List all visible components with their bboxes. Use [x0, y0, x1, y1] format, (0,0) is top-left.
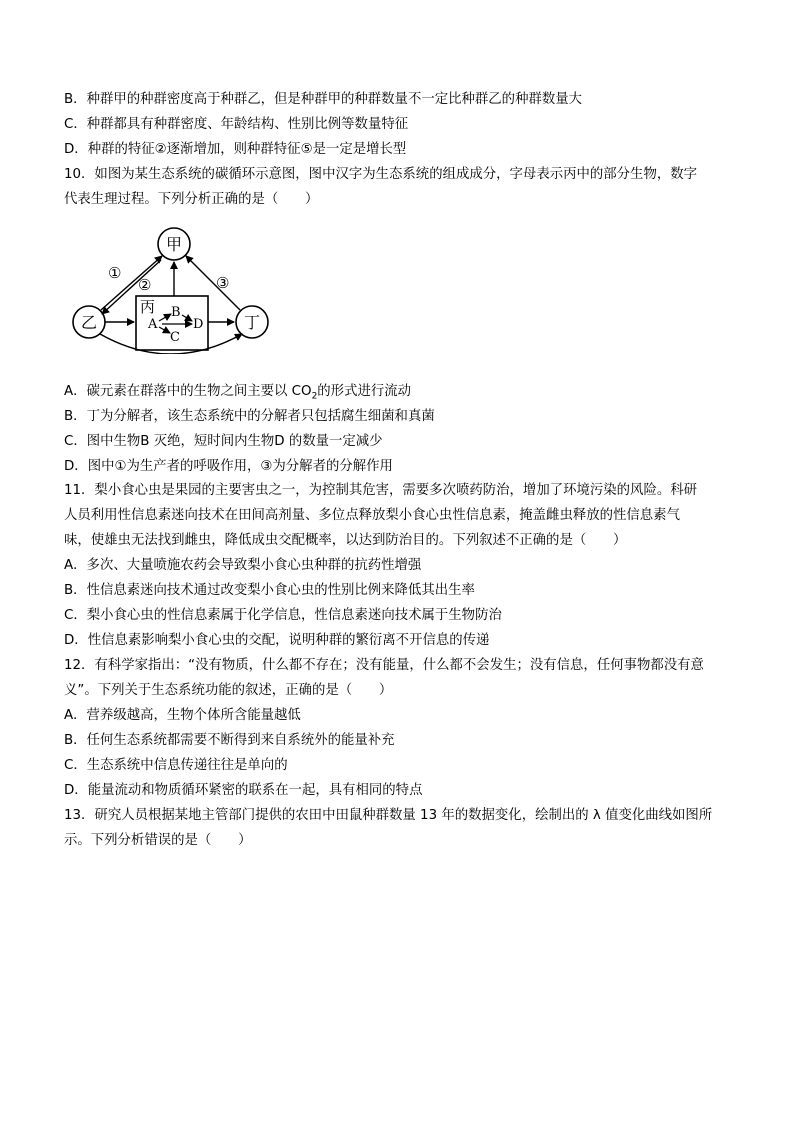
q13-stem-line1: 13．研究人员根据某地主管部门提供的农田中田鼠种群数量 13 年的数据变化，绘制出的 λ 值变化曲线如图所 [64, 808, 713, 823]
q11-option-a: A．多次、大量喷施农药会导致梨小食心虫种群的抗药性增强 [64, 558, 422, 573]
q11-stem-line3: 味，使雄虫无法找到雌虫，降低成虫交配概率，以达到防治目的。下列叙述不正确的是（ ） [64, 533, 627, 548]
q9-option-b: B．种群甲的种群密度高于种群乙，但是种群甲的种群数量不一定比种群乙的种群数量大 [64, 92, 583, 107]
q11-option-d: D．性信息素影响梨小食心虫的交配，说明种群的繁衍离不开信息的传递 [64, 633, 490, 648]
label-n2: ② [138, 276, 152, 294]
label-jia: 甲 [165, 235, 183, 254]
q11-stem-line1: 11．梨小食心虫是果园的主要害虫之一，为控制其危害，需要多次喷药防治，增加了环境污染的风险。科研 [64, 483, 698, 498]
q9-option-c: C．种群都具有种群密度、年龄结构、性别比例等数量特征 [64, 117, 409, 132]
q11-option-b: B．性信息素迷向技术通过改变梨小食心虫的性别比例来降低其出生率 [64, 583, 475, 598]
label-n3: ③ [216, 274, 230, 292]
q10-option-c: C．图中生物B 灭绝，短时间内生物D 的数量一定减少 [64, 434, 383, 449]
label-c: C [170, 330, 180, 345]
q12-stem-line2: 义”。下列关于生态系统功能的叙述，正确的是（ ） [64, 683, 393, 698]
carbon-cycle-diagram [66, 224, 276, 354]
q12-stem-line1: 12．有科学家指出：“没有物质，什么都不存在；没有能量，什么都不会发生；没有信息，任何事物都没有意 [64, 658, 704, 673]
q10-option-d: D．图中①为生产者的呼吸作用，③为分解者的分解作用 [64, 459, 393, 474]
q11-option-c: C．梨小食心虫的性信息素属于化学信息，性信息素迷向技术属于生物防治 [64, 608, 502, 623]
q10-option-b: B．丁为分解者，该生态系统中的分解者只包括腐生细菌和真菌 [64, 409, 435, 424]
q10-stem-line2: 代表生理过程。下列分析正确的是（ ） [64, 192, 319, 207]
q12-option-b: B．任何生态系统都需要不断得到来自系统外的能量补充 [64, 733, 395, 748]
label-b: B [171, 305, 181, 320]
label-a: A [148, 317, 158, 332]
q9-option-d: D．种群的特征②逐渐增加，则种群特征⑤是一定是增长型 [64, 142, 407, 157]
q12-option-d: D．能量流动和物质循环紧密的联系在一起，具有相同的特点 [64, 783, 423, 798]
label-ding: 丁 [243, 313, 261, 332]
q11-stem-line2: 人员利用性信息素迷向技术在田间高剂量、多位点释放梨小食心虫性信息素，掩盖雌虫释放的性信息素气 [64, 508, 680, 523]
q12-option-c: C．生态系统中信息传递往往是单向的 [64, 758, 288, 773]
q12-option-a: A．营养级越高，生物个体所含能量越低 [64, 708, 301, 723]
q10-stem-line1: 10．如图为某生态系统的碳循环示意图，图中汉字为生态系统的组成成分，字母表示丙中的部分生物，数字 [64, 167, 698, 182]
label-bing: 丙 [140, 298, 156, 316]
q13-stem-line2: 示。下列分析错误的是（ ） [64, 833, 252, 848]
q10-option-a: A．碳元素在群落中的生物之间主要以 $CO_2$的形式进行流动 [64, 384, 412, 402]
label-n1: ① [108, 264, 122, 282]
label-d: D [193, 317, 204, 332]
label-yi: 乙 [80, 313, 98, 332]
